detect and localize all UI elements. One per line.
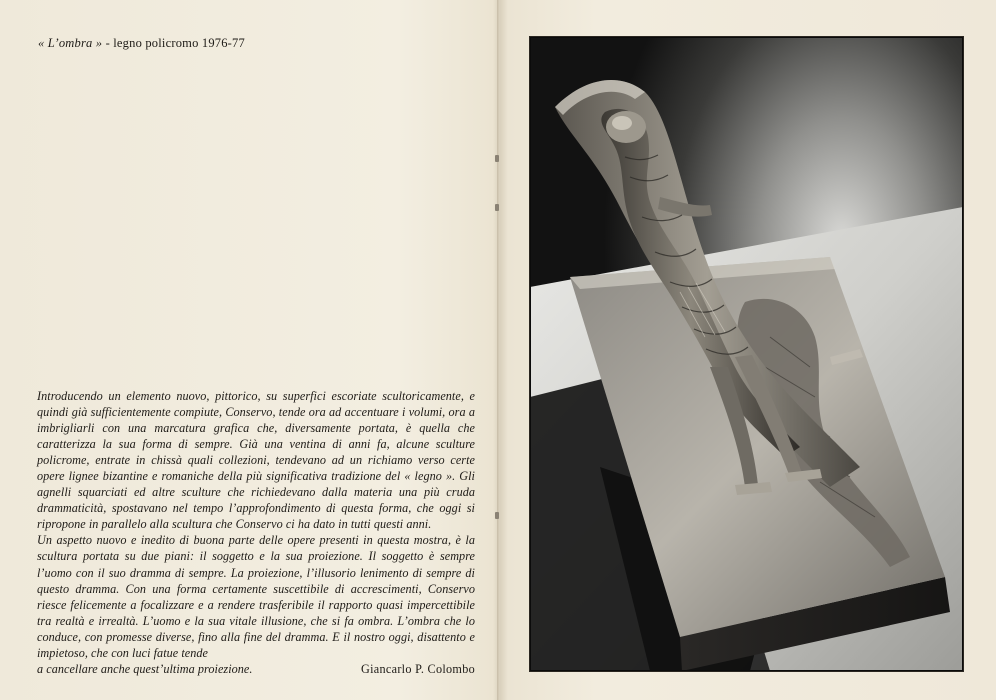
essay-last-line [37, 661, 475, 677]
essay-paragraph-2: Un aspetto nuovo e inedito di buona parte delle opere presenti in questa mostra, è la scultura portata su due piani: il soggetto e la sua proiezione. Il soggetto è sempre l’uomo con il suo dramma di sempre. La proiezione, l’illusorio lenimento di sempre di questo dramma. Con una forma certamente suscettibile di accrescimenti, Conservo riesce felicemente a focalizzare e a rendere trasferibile il rapporto quasi impercettibile tra realtà e irrealtà. L’uomo e la sua vitale illusione, che si fa ombra. L’ombra che lo conduce, con promesse diverse, fino alla fine del dramma. E il nostro oggi, disattento e impietoso, che con luci fatue tende [37, 533, 475, 660]
essay-text [37, 388, 475, 677]
caption-title: « L’ombra » [38, 36, 103, 50]
photo-caption [38, 36, 245, 51]
sculpture-photo-image [530, 37, 963, 671]
caption-details: - legno policromo 1976-77 [102, 36, 245, 50]
sculpture-photo [529, 36, 964, 672]
author-signature: Giancarlo P. Colombo [361, 661, 475, 676]
essay-closing-sentence: a cancellare anche quest’ultima proiezione. [37, 661, 253, 676]
essay-paragraph-1: Introducendo un elemento nuovo, pittorico, su superfici escoriate scultoricamente, e quindi già sufficientemente compiute, Conservo, tende ora ad accentuare i volumi, ora a imbrigliarli con una marcatura grafica che, diversamente portata, è quella che caratterizza la sua forma di sempre. Già una ventina di anni fa, alcune sculture policrome, entrate in chissà quali collezioni, tendevano ad un richiamo verso certe opere lignee bizantine e romaniche della più significativa tradizione del « legno ». Gli agnelli squarciati ed altre sculture che richiedevano dalla materia una più cruda drammaticità, spostavano nel tempo l’approfondimento di questa forma, che oggi si ripropone in parallelo alla scultura che Conservo ci ha dato in tutti questi anni. [37, 389, 475, 532]
